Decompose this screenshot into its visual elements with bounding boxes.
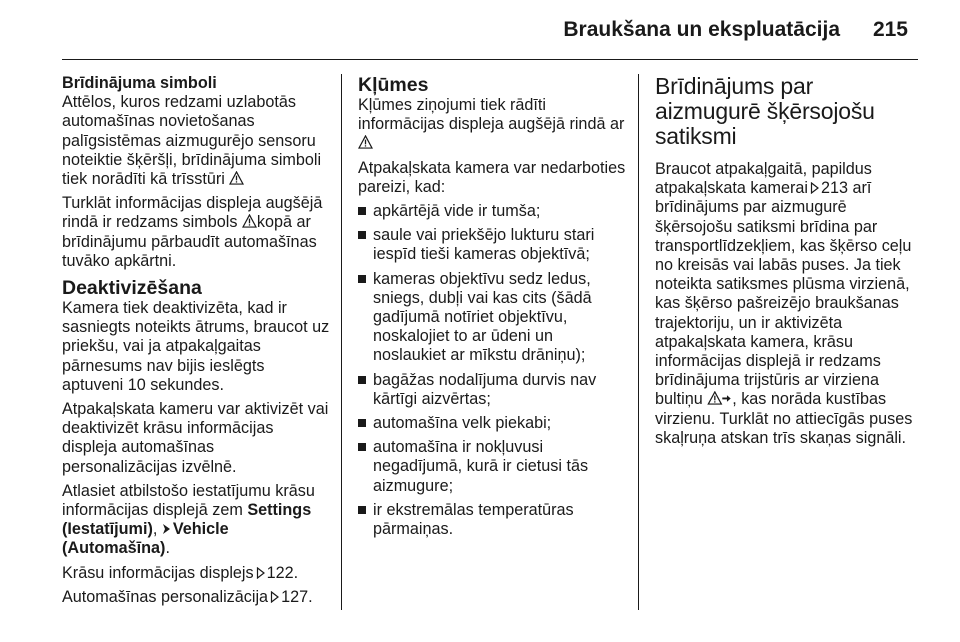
cross-reference: Automašīnas personalizācija 127. [62, 587, 313, 606]
list-item: bagāžas nodalījuma durvis nav kārtīgi aizvērtas; [358, 371, 630, 409]
bullet-icon [358, 506, 366, 514]
subheading-warning-symbols: Brīdinājuma simboli [62, 74, 217, 92]
paragraph: Atpakaļskata kameru var aktivizēt vai deaktivizēt krāsu informācijas displeja automašīnas personalizācijas izvēlnē. [62, 400, 329, 476]
warning-triangle-arrow-icon [707, 391, 732, 405]
warning-triangle-icon [242, 214, 257, 228]
column-divider [341, 74, 342, 610]
list-item: automašīna velk piekabi; [358, 414, 630, 433]
page-number: 215 [872, 18, 908, 41]
bullet-icon [358, 207, 366, 215]
list-item: automašīna ir nokļuvusi negadījumā, kurā ir cietusi tās aizmugure; [358, 438, 630, 496]
page-reference-icon [810, 182, 819, 194]
paragraph: Kļūmes ziņojumi tiek rādīti informācijas displeja augšējā rindā ar [358, 96, 630, 154]
column-divider [638, 74, 639, 610]
menu-label-settings: Settings (Iestatījumi) [62, 501, 312, 539]
bullet-icon [358, 376, 366, 384]
paragraph: Turklāt informācijas displeja augšējā rindā ir redzams simbols kopā ar brīdinājumu pārbaudīt automašīnas tuvāko apkārtni. [62, 194, 323, 270]
bullet-icon [358, 443, 366, 451]
column-middle [358, 74, 630, 544]
paragraph: Braucot atpakaļgaitā, papildus atpakaļskata kamerai 213 arī brīdinājums par aizmugurē šķērsojošu satiksmi brīdina par transportlīdzekļiem, kas šķērso ceļu no kreisās vai labās puses. Ja tiek noteikta satiksmes plūsma virzienā, kas šķērso pašreizējo braukšanas trajektoriju, un ir aktivizēta atpakaļskata kamera, krāsu informācijas displejā ir redzams brīdinājuma trijstūris ar virziena bultiņu , kas norāda kustības virzienu. Turklāt no attiecīgās puses skaļruņa atskan trīs skaņas signāli. [655, 160, 913, 447]
page-reference-icon [256, 567, 265, 579]
running-header-title: Braukšana un ekspluatācija [563, 18, 840, 41]
page-reference-icon [270, 591, 279, 603]
paragraph: Atpakaļskata kamera var nedarboties pareizi, kad: [358, 158, 626, 196]
header-rule [62, 59, 918, 60]
heading-deactivation: Deaktivizēšana [62, 277, 202, 300]
cross-reference: Krāsu informācijas displejs 122. [62, 563, 299, 582]
bullet-icon [358, 275, 366, 283]
bullet-icon [358, 231, 366, 239]
section-title-rear-cross-traffic: Brīdinājums par aizmugurē šķērsojošu satiksmi [655, 73, 875, 149]
menu-arrow-icon [162, 523, 171, 535]
warning-triangle-icon [229, 171, 244, 185]
list-item: ir ekstremālas temperatūras pārmaiņas. [358, 501, 630, 539]
list-item: saule vai priekšējo lukturu stari iespīd tieši kameras objektīvā; [358, 226, 630, 264]
paragraph: Atlasiet atbilstošo iestatījumu krāsu informācijas displejā zem Settings (Iestatījumi), Vehicle (Automašīna). [62, 481, 315, 558]
column-left [62, 74, 330, 612]
column-right [655, 74, 923, 453]
heading-faults: Kļūmes [358, 74, 429, 96]
paragraph: Attēlos, kuros redzami uzlabotās automašīnas novietošanas palīgsistēmas aizmugurējo sensoru noteiktie šķēršļi, brīdinājuma simboli tiek norādīti kā trīsstūri [62, 93, 322, 189]
list-item: kameras objektīvu sedz ledus, sniegs, dubļi vai kas cits (šādā gadījumā notīriet objektīvu, noskalojiet to ar ūdeni un noslaukiet ar mīkstu drāniņu); [358, 270, 630, 366]
condition-list [358, 202, 630, 539]
menu-label-vehicle: Vehicle (Automašīna) [62, 520, 229, 558]
bullet-icon [358, 419, 366, 427]
paragraph: Kamera tiek deaktivizēta, kad ir sasniegts noteikts ātrums, braucot uz priekšu, vai ja atpakaļgaitas pārnesums nav bijis ieslēgts aptuveni 10 sekundes. [62, 299, 330, 394]
list-item: apkārtējā vide ir tumša; [358, 202, 630, 221]
warning-triangle-icon [358, 135, 373, 149]
